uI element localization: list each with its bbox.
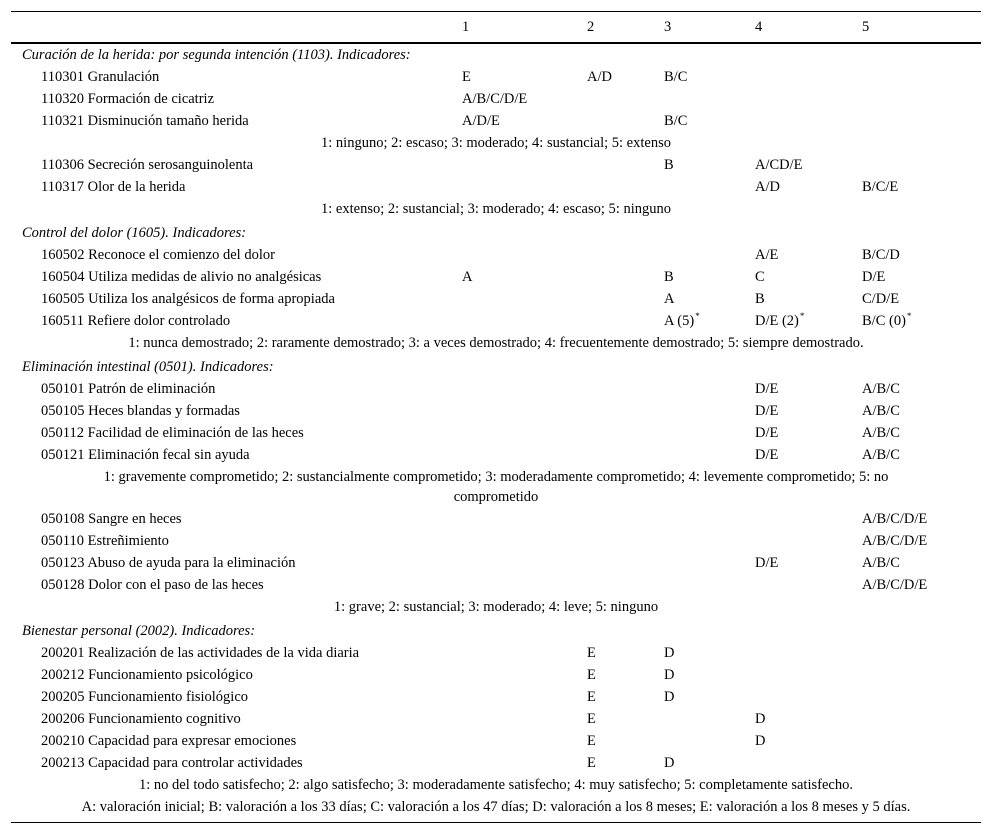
cell-col5: B/C/E	[862, 179, 899, 195]
cell-col1: A	[462, 269, 473, 285]
indicator-label: Funcionamiento fisiológico	[88, 689, 249, 705]
significance-marker: *	[906, 311, 912, 321]
scale-legend: 1: no del todo satisfecho; 2: algo satisfecho; 3: moderadamente satisfecho; 4: muy satisfecho; 5: completamente satisfecho.	[139, 777, 853, 793]
cell-col4: A/E	[755, 247, 779, 263]
cell-col5: A/B/C	[862, 403, 900, 419]
indicator-code: 110317	[41, 179, 84, 195]
indicator-label: Facilidad de eliminación de las heces	[87, 425, 304, 441]
indicator-label: Secreción serosanguinolenta	[87, 157, 254, 173]
bottom-rule	[11, 822, 981, 823]
table-row	[0, 552, 992, 574]
indicator-label: Olor de la herida	[87, 179, 186, 195]
cell-col3: D	[664, 667, 675, 683]
table-row	[0, 176, 992, 198]
indicator-code: 050101	[41, 381, 85, 397]
scale-legend-row	[0, 467, 992, 507]
cell-col4: B	[755, 291, 765, 307]
column-header-2: 2	[587, 19, 595, 35]
cell-col5: A/B/C	[862, 447, 900, 463]
cell-col2: E	[587, 689, 596, 705]
scale-legend-row	[0, 774, 992, 796]
indicator-label: Formación de cicatriz	[87, 91, 215, 107]
table-row	[0, 66, 992, 88]
indicator-label: Funcionamiento cognitivo	[88, 711, 241, 727]
cell-col1: A/D/E	[462, 113, 500, 129]
indicator-label: Sangre en heces	[88, 511, 182, 527]
cell-col2: E	[587, 733, 596, 749]
indicator-code: 050123	[41, 555, 85, 571]
table-row	[0, 730, 992, 752]
indicator-code: 200205	[41, 689, 85, 705]
table-row	[0, 444, 992, 466]
indicator-code: 050128	[41, 577, 85, 593]
indicator-code: 200213	[41, 755, 85, 771]
cell-col3: B/C	[664, 69, 688, 85]
indicator-code: 110301	[41, 69, 84, 85]
table-row	[0, 110, 992, 132]
indicator-code: 110321	[41, 113, 84, 129]
section-title: Bienestar personal (2002). Indicadores:	[22, 623, 256, 639]
indicator-label: Eliminación fecal sin ayuda	[88, 447, 250, 463]
indicator-code: 050105	[41, 403, 85, 419]
top-rule	[11, 11, 981, 12]
indicator-label: Estreñimiento	[87, 533, 169, 549]
scale-legend: 1: ninguno; 2: escaso; 3: moderado; 4: sustancial; 5: extenso	[321, 135, 671, 151]
indicator-label: Capacidad para controlar actividades	[88, 755, 303, 771]
indicator-code: 110306	[41, 157, 84, 173]
table-row	[0, 400, 992, 422]
table-row	[0, 752, 992, 774]
section-title: Eliminación intestinal (0501). Indicadores:	[22, 359, 274, 375]
table-row	[0, 422, 992, 444]
cell-col3: B/C	[664, 113, 688, 129]
scale-legend: 1: extenso; 2: sustancial; 3: moderado; 4: escaso; 5: ninguno	[321, 201, 671, 217]
cell-col3: D	[664, 689, 675, 705]
cell-col5: A/B/C/D/E	[862, 533, 928, 549]
cell-col4: A/CD/E	[755, 157, 803, 173]
indicator-label: Reconoce el comienzo del dolor	[88, 247, 275, 263]
table-row	[0, 244, 992, 266]
cell-col5: A/B/C	[862, 381, 900, 397]
cell-col3: D	[664, 755, 675, 771]
section-title: Curación de la herida: por segunda intención (1103). Indicadores:	[22, 47, 411, 63]
cell-col3: A (5)	[664, 313, 695, 329]
cell-col4: D/E	[755, 425, 779, 441]
table-row	[0, 708, 992, 730]
indicator-code: 160505	[41, 291, 85, 307]
indicator-code: 160504	[41, 269, 85, 285]
table-row	[0, 664, 992, 686]
indicator-label: Patrón de eliminación	[88, 381, 216, 397]
scale-legend-row	[0, 132, 992, 154]
section-title-bowel-elimination	[0, 356, 992, 378]
cell-col5: D/E	[862, 269, 886, 285]
indicator-code: 200210	[41, 733, 85, 749]
cell-col4: A/D	[755, 179, 780, 195]
cell-col3: D	[664, 645, 675, 661]
table-row	[0, 88, 992, 110]
cell-col3: B	[664, 157, 674, 173]
section-title-personal-wellbeing	[0, 620, 992, 642]
cell-col5: B/C (0)	[862, 313, 906, 329]
cell-col4: D/E (2)	[755, 313, 799, 329]
indicator-code: 160502	[41, 247, 85, 263]
table-row	[0, 266, 992, 288]
cell-col5: A/B/C	[862, 425, 900, 441]
indicator-label: Realización de las actividades de la vida diaria	[88, 645, 360, 661]
indicator-label: Dolor con el paso de las heces	[88, 577, 264, 593]
cell-col2: E	[587, 755, 596, 771]
cell-col2: E	[587, 645, 596, 661]
indicator-code: 050110	[41, 533, 84, 549]
cell-col4: D/E	[755, 381, 779, 397]
cell-col4: D/E	[755, 555, 779, 571]
scale-legend: 1: nunca demostrado; 2: raramente demostrado; 3: a veces demostrado; 4: frecuentemente demostrado; 5: siempre demostrado.	[128, 335, 864, 351]
indicator-label: Funcionamiento psicológico	[88, 667, 253, 683]
indicator-label: Capacidad para expresar emociones	[88, 733, 297, 749]
column-header-1: 1	[462, 19, 470, 35]
cell-col4: D	[755, 733, 766, 749]
indicator-label: Disminución tamaño herida	[87, 113, 249, 129]
cell-col5: B/C/D	[862, 247, 900, 263]
indicator-label: Granulación	[87, 69, 160, 85]
section-title-pain-control	[0, 222, 992, 244]
column-header-4: 4	[755, 19, 763, 35]
table-row	[0, 310, 992, 332]
scale-legend-row	[0, 332, 992, 354]
table-header-row	[0, 16, 992, 38]
indicator-code: 050121	[41, 447, 85, 463]
cell-col5: C/D/E	[862, 291, 900, 307]
table-row	[0, 154, 992, 176]
cell-col2: E	[587, 711, 596, 727]
indicator-label: Utiliza medidas de alivio no analgésicas	[88, 269, 322, 285]
column-header-3: 3	[664, 19, 672, 35]
cell-col1: E	[462, 69, 471, 85]
cell-col4: D	[755, 711, 766, 727]
indicator-code: 050112	[41, 425, 84, 441]
cell-col5: A/B/C/D/E	[862, 577, 928, 593]
table-row	[0, 642, 992, 664]
column-header-5: 5	[862, 19, 870, 35]
indicator-code: 050108	[41, 511, 85, 527]
indicator-label: Refiere dolor controlado	[87, 313, 231, 329]
indicator-code: 160511	[41, 313, 84, 329]
scale-legend: 1: grave; 2: sustancial; 3: moderado; 4: leve; 5: ninguno	[333, 599, 659, 615]
significance-marker: *	[695, 311, 700, 321]
table-row	[0, 288, 992, 310]
cell-col2: A/D	[587, 69, 612, 85]
table-row	[0, 378, 992, 400]
cell-col4: C	[755, 269, 765, 285]
scale-legend-row	[0, 596, 992, 618]
table-footnote: A: valoración inicial; B: valoración a los 33 días; C: valoración a los 47 días; D: valoración a los 8 meses; E: valoración a los 8 meses y 5 días.	[81, 799, 911, 815]
table-row	[0, 530, 992, 552]
indicator-code: 200201	[41, 645, 85, 661]
footnote-row	[0, 796, 992, 818]
cell-col5: A/B/C/D/E	[862, 511, 928, 527]
indicator-label: Utiliza los analgésicos de forma apropiada	[88, 291, 335, 307]
section-title-wound-healing	[0, 44, 992, 66]
scale-legend: 1: gravemente comprometido; 2: sustancialmente comprometido; 3: moderadamente comprometido; 4: levemente comprometido; 5: no comprometido	[103, 469, 889, 505]
indicator-label: Abuso de ayuda para la eliminación	[87, 555, 296, 571]
cell-col3: B	[664, 269, 674, 285]
table-row	[0, 574, 992, 596]
cell-col4: D/E	[755, 403, 779, 419]
section-title: Control del dolor (1605). Indicadores:	[22, 225, 247, 241]
cell-col4: D/E	[755, 447, 779, 463]
indicator-code: 110320	[41, 91, 84, 107]
scale-legend-row	[0, 198, 992, 220]
table-row	[0, 686, 992, 708]
cell-col2: E	[587, 667, 596, 683]
indicator-code: 200212	[41, 667, 85, 683]
cell-col3: A	[664, 291, 675, 307]
significance-marker: *	[799, 311, 805, 321]
indicator-code: 200206	[41, 711, 85, 727]
cell-col5: A/B/C	[862, 555, 900, 571]
table-row	[0, 508, 992, 530]
indicator-label: Heces blandas y formadas	[88, 403, 240, 419]
cell-col1: A/B/C/D/E	[462, 91, 528, 107]
